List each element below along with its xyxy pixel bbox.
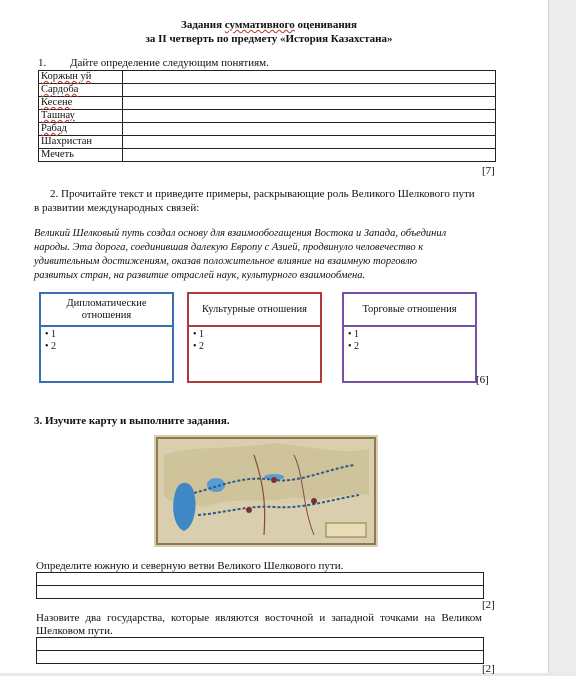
term-label: Рабад — [41, 123, 67, 134]
q1-terms-table — [38, 70, 496, 162]
box-cultural — [187, 292, 322, 383]
term-label: Коржын уй — [41, 71, 92, 82]
bullet-item: • 2 — [45, 341, 57, 352]
definition-cell[interactable] — [123, 149, 496, 162]
definition-cell[interactable] — [123, 123, 496, 136]
terms-table-row — [39, 97, 496, 110]
map-legend — [326, 523, 366, 537]
vertical-scrollbar[interactable] — [548, 0, 576, 673]
box-trade — [342, 292, 477, 383]
term-label: Шахристан — [41, 136, 93, 147]
term-cell — [39, 71, 123, 84]
q3-task-a-score: [2] — [482, 599, 495, 611]
q1-score: [7] — [482, 165, 495, 177]
answer-line[interactable] — [36, 637, 484, 651]
definition-cell[interactable] — [123, 110, 496, 123]
q1-prompt: Дайте определение следующим понятиям. — [70, 57, 269, 69]
term-label: Кесене — [41, 97, 73, 108]
term-cell — [39, 84, 123, 97]
q3-prompt-text: 3. Изучите карту и выполните задания. — [34, 415, 230, 427]
term-label: Сардоба — [41, 84, 79, 95]
term-label: Мечеть — [41, 149, 74, 160]
term-cell — [39, 110, 123, 123]
terms-table-row — [39, 84, 496, 97]
q3-task-b-line2: Шелковом пути. — [36, 625, 113, 637]
box-diplomatic-title: Дипломатические отношения — [41, 294, 172, 327]
quote-line: удивительным достижениям, оказав положительное влияние на взаимную торговлю — [34, 256, 418, 267]
bullet-item: • 1 — [193, 329, 205, 340]
quote-line: Великий Шелковый путь создал основу для взаимообогащения Востока и Запада, объединил — [34, 228, 447, 239]
silk-road-map — [154, 435, 378, 547]
title-word-summative: суммативного — [224, 19, 295, 31]
box-cultural-title: Культурные отношения — [189, 294, 320, 327]
definition-cell[interactable] — [123, 136, 496, 149]
box-diplomatic-bullets — [41, 327, 172, 355]
q2-prompt-line1: 2. Прочитайте текст и приведите примеры, раскрывающие роль Великого Шелкового пути — [50, 188, 475, 200]
answer-line[interactable] — [36, 650, 484, 664]
answer-line[interactable] — [36, 572, 484, 586]
term-cell — [39, 123, 123, 136]
city-marker — [311, 498, 317, 504]
definition-cell[interactable] — [123, 84, 496, 97]
term-label: Ташнау — [41, 110, 75, 121]
q1-number: 1. — [38, 57, 47, 69]
terms-table-row — [39, 71, 496, 84]
definition-cell[interactable] — [123, 97, 496, 110]
terms-table-row — [39, 149, 496, 162]
q2-prompt-line2: в развитии международных связей: — [34, 202, 200, 214]
doc-title-line2: за II четверть по предмету «История Казахстана» — [145, 33, 393, 45]
bullet-item: • 2 — [193, 341, 205, 352]
bullet-item: • 2 — [348, 341, 360, 352]
quote-line: развитых стран, на развитие отраслей наук, культурного взаимообмена. — [34, 270, 366, 281]
city-marker — [246, 507, 252, 513]
q3-task-b-score: [2] — [482, 663, 495, 675]
aral-sea — [207, 478, 225, 492]
q2-quote — [34, 227, 496, 283]
q3-task-b-line1: Назовите два государства, которые являются восточной и западной точками на Великом — [36, 612, 482, 624]
terms-table-row — [39, 123, 496, 136]
term-cell — [39, 97, 123, 110]
box-trade-bullets — [344, 327, 475, 355]
term-cell — [39, 136, 123, 149]
terms-table-row — [39, 110, 496, 123]
doc-title-line1: Задания суммативного оценивания — [181, 19, 357, 31]
bullet-item: • 1 — [348, 329, 360, 340]
q3-task-a: Определите южную и северную ветви Великого Шелкового пути. — [36, 560, 344, 572]
q3-prompt — [34, 415, 230, 428]
city-marker — [271, 477, 277, 483]
quote-line: народы. Эта дорога, соединившая далекую Европу с Азией, продвинуло человечество к — [34, 242, 424, 253]
answer-line[interactable] — [36, 585, 484, 599]
terms-table-row — [39, 136, 496, 149]
box-diplomatic — [39, 292, 174, 383]
q2-score: [6] — [476, 374, 489, 386]
box-trade-title: Торговые отношения — [344, 294, 475, 327]
term-cell — [39, 149, 123, 162]
definition-cell[interactable] — [123, 71, 496, 84]
box-cultural-bullets — [189, 327, 320, 355]
bullet-item: • 1 — [45, 329, 57, 340]
